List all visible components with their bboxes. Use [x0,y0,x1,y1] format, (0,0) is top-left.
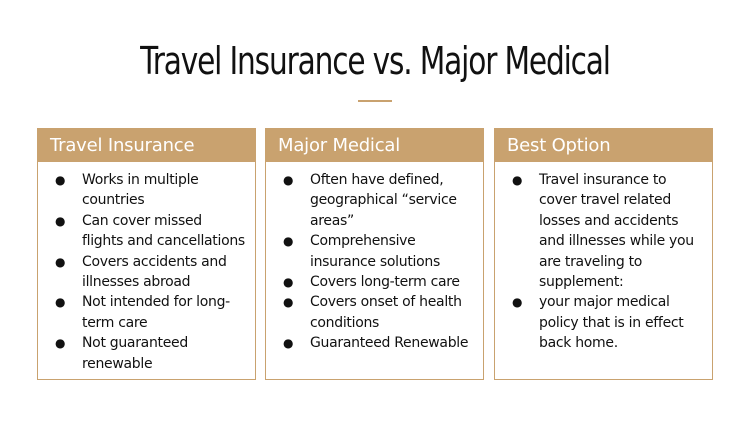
list-item-text: your major medical policy that is in effect back home. [539,294,684,352]
bullet-icon: ● [283,173,294,187]
list-item [42,333,247,374]
travel-insurance-list [42,170,247,374]
bullet-icon: ● [283,275,294,290]
best-option-list [499,170,704,354]
list-item-text: Not intended for long-term care [82,294,230,331]
list-item-text: Comprehensive insurance solutions [310,233,440,270]
bullet-icon: ● [283,295,294,310]
list-item-text: Not guaranteed renewable [82,335,188,372]
best-option-card [494,128,713,380]
list-item-text: Can cover missed flights and cancellations [82,212,245,250]
list-item-text: Covers accidents and illnesses abroad [82,253,227,291]
bullet-icon: ● [512,173,523,187]
bullet-icon: ● [55,173,66,187]
bullet-icon: ● [512,295,523,310]
list-item-text: Travel insurance to cover travel related losses and accidents and illnesses while you are traveling to supplement: [539,172,694,291]
bullet-icon: ● [55,295,66,310]
list-item [499,292,704,353]
major-medical-card-header: Major Medical [266,129,483,162]
list-item-text: Works in multiple countries [82,172,199,209]
list-item [42,252,247,293]
bullet-icon: ● [55,213,66,228]
list-item-text: Often have defined, geographical “service areas” [310,172,457,229]
list-item [270,231,475,272]
major-medical-card-body [266,162,483,354]
title-divider [358,100,392,102]
best-option-card-header: Best Option [495,129,712,162]
list-item [270,272,475,292]
travel-insurance-card [37,128,256,380]
bullet-icon: ● [283,336,294,351]
bullet-icon: ● [283,234,294,249]
list-item [270,170,475,231]
major-medical-card [265,128,484,380]
list-item [42,211,247,252]
list-item [499,170,704,292]
list-item [270,333,475,353]
list-item-text: Guaranteed Renewable [310,335,469,352]
travel-insurance-card-header: Travel Insurance [38,129,255,162]
bullet-icon: ● [55,336,66,351]
list-item-text: Covers onset of health conditions [310,294,462,331]
list-item [270,292,475,333]
list-item [42,170,247,211]
major-medical-list [270,170,475,354]
travel-insurance-card-body [38,162,255,374]
list-item-text: Covers long-term care [310,274,460,291]
list-item [42,292,247,333]
best-option-card-body [495,162,712,354]
bullet-icon: ● [55,254,66,269]
slide-title: Travel Insurance vs. Major Medical [140,39,610,83]
